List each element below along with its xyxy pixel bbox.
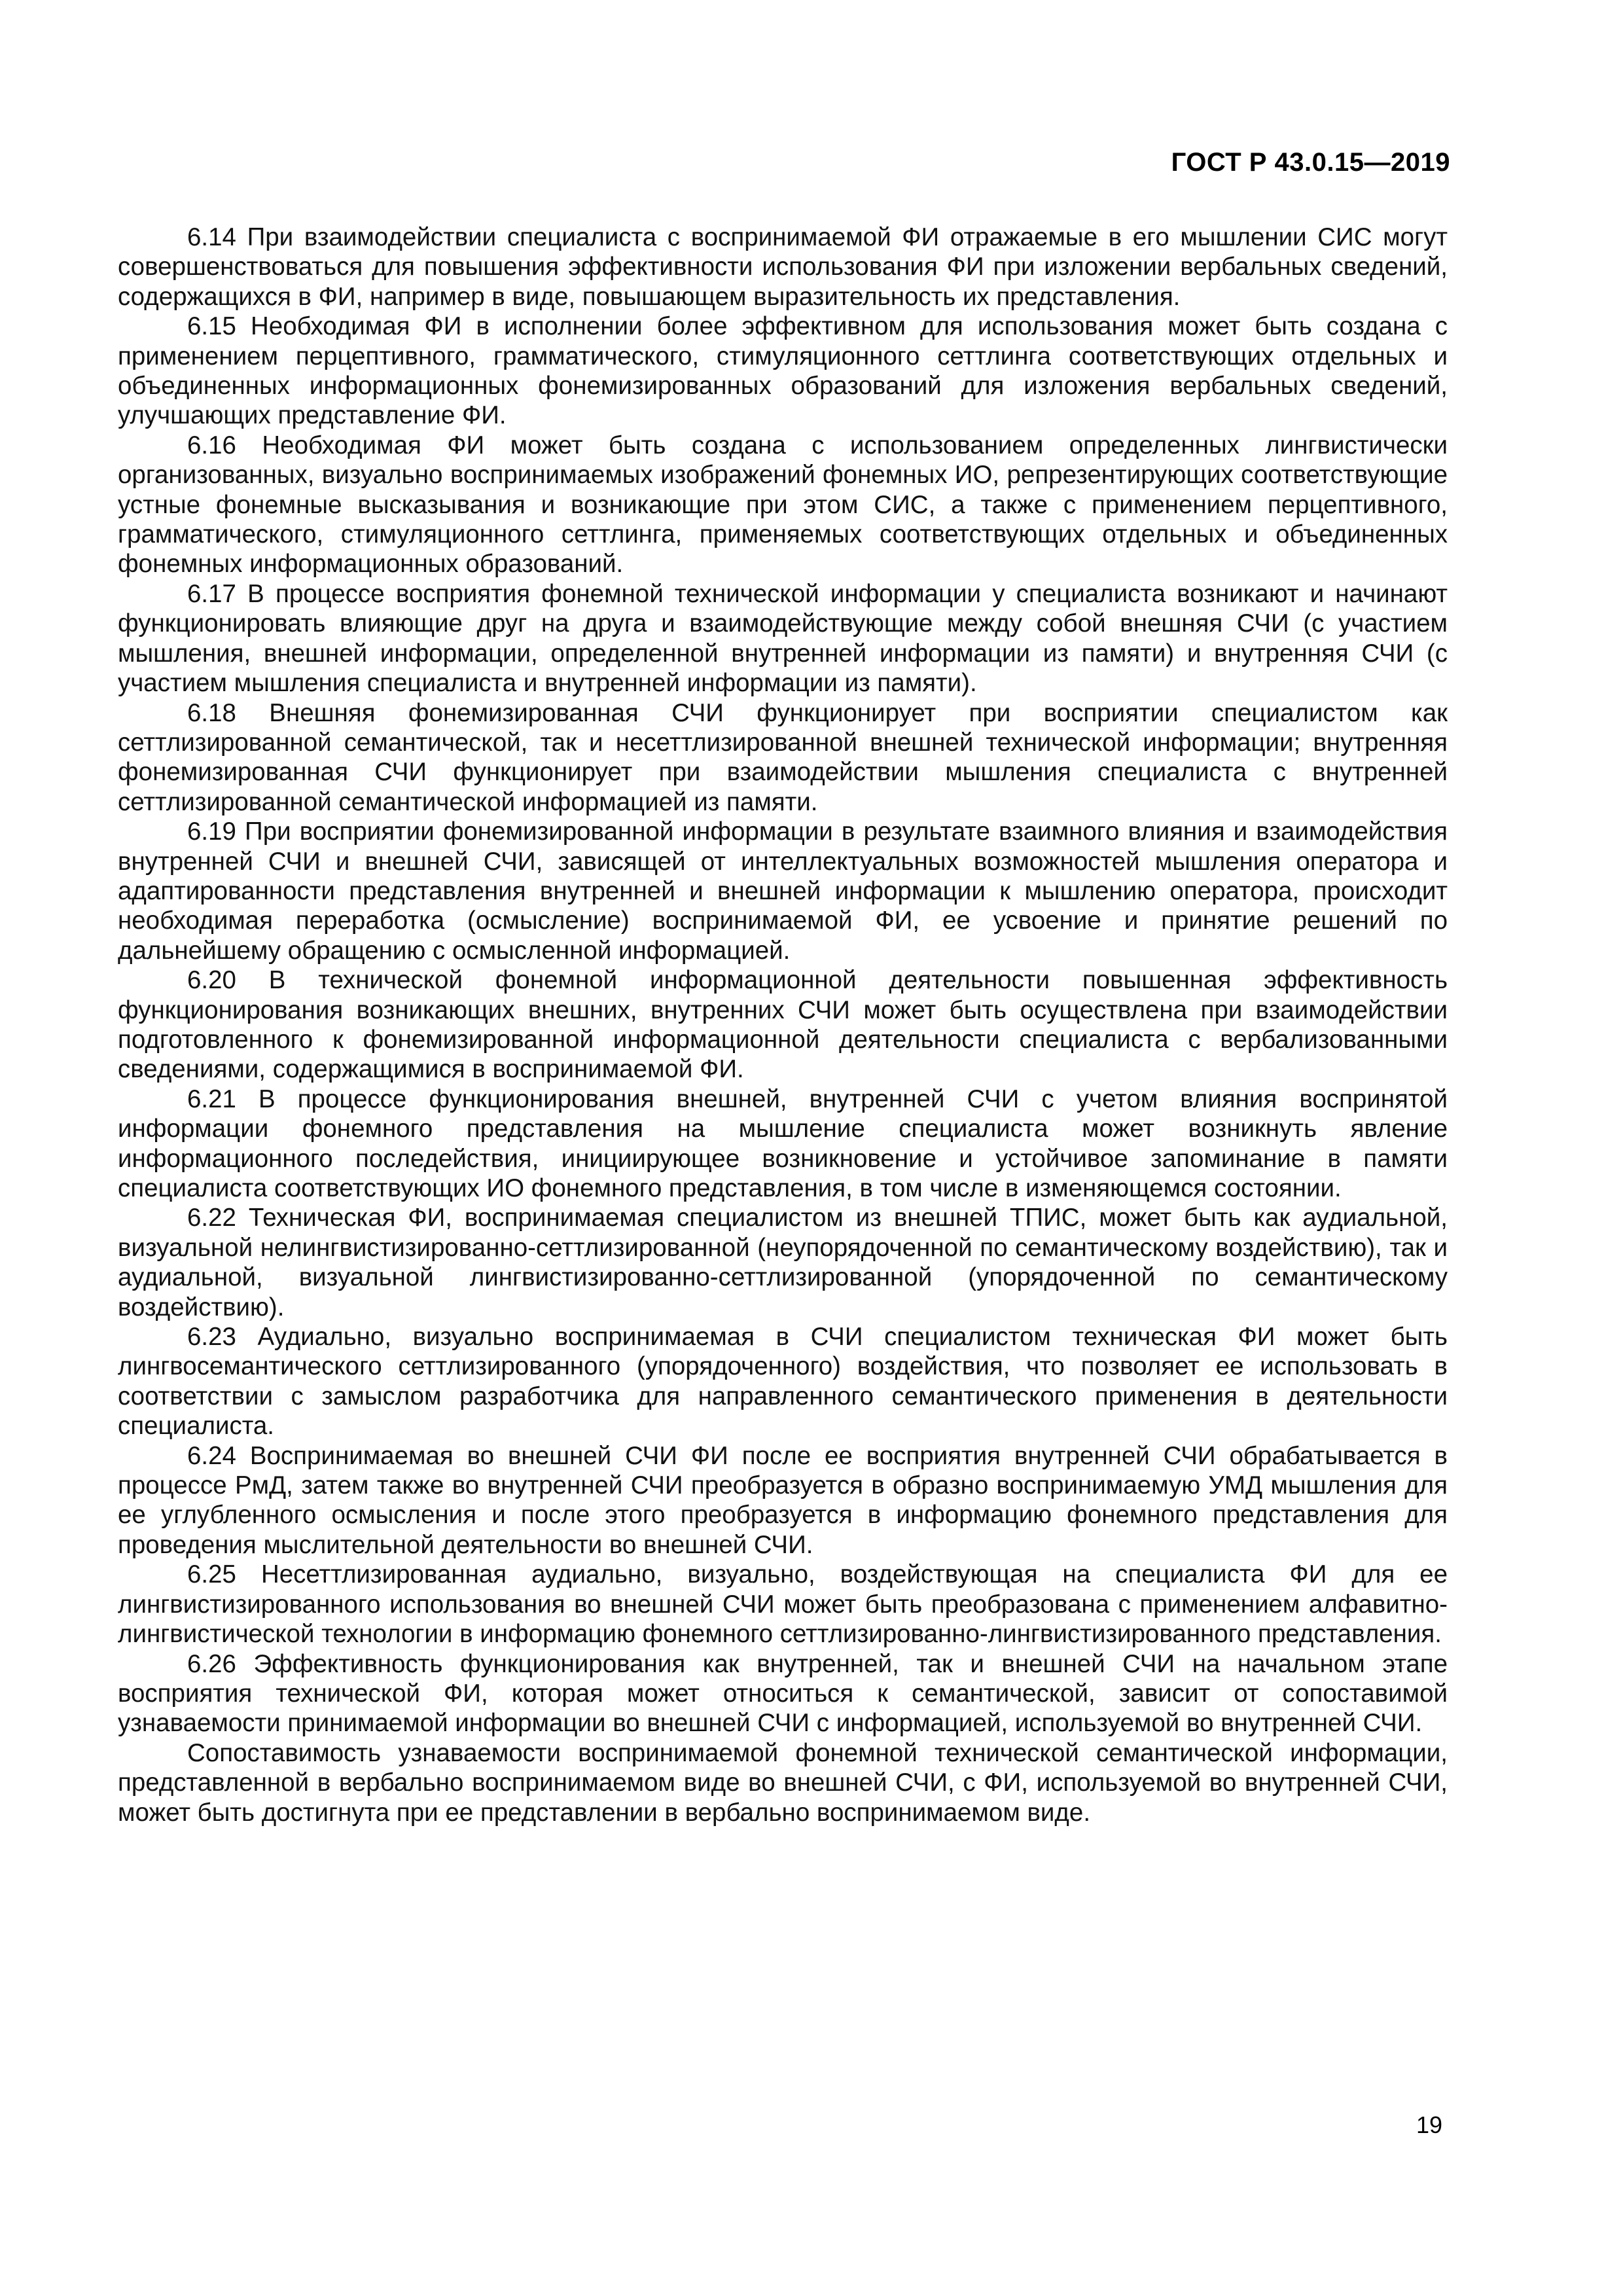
paragraph-6-15: 6.15 Необходимая ФИ в исполнении более эффективном для использования может быть создана с применением перцептивного, грамматического, стимуляционного сеттлинга соответствующих отдельных и объединенных информационных фонемизированных образований для изложения вербальных сведений, улучшающих представление ФИ. [118,312,1448,430]
paragraph-6-20: 6.20 В технической фонемной информационной деятельности повышенная эффективность функционирования возникающих внешних, внутренних СЧИ может быть осуществлена при взаимодействии подготовленного к фонемизированной информационной деятельности специалиста с вербализованными сведениями, содержащимися в воспринимаемой ФИ. [118,966,1448,1084]
paragraph-6-16: 6.16 Необходимая ФИ может быть создана с использованием определенных лингвистически организованных, визуально воспринимаемых изображений фонемных ИО, репрезентирующих соответствующие устные фонемные высказывания и возникающие при этом СИС, а также с применением перцептивного, грамматического, стимуляционного сеттлинга, применяемых соответствующих отдельных и объединенных фонемных информационных образований. [118,431,1448,579]
paragraph-6-17: 6.17 В процессе восприятия фонемной технической информации у специалиста возникают и начинают функционировать влияющие друг на друга и взаимодействующие между собой внешняя СЧИ (с участием мышления, внешней информации, определенной внутренней информации из памяти) и внутренняя СЧИ (с участием мышления специалиста и внутренней информации из памяти). [118,579,1448,698]
paragraph-6-19: 6.19 При восприятии фонемизированной информации в результате взаимного влияния и взаимодействия внутренней СЧИ и внешней СЧИ, зависящей от интеллектуальных возможностей мышления оператора и адаптированности представления внутренней и внешней информации к мышлению оператора, происходит необходимая переработка (осмысление) воспринимаемой ФИ, ее усвоение и принятие решений по дальнейшему обращению с осмысленной информацией. [118,817,1448,965]
paragraph-6-23: 6.23 Аудиально, визуально воспринимаемая в СЧИ специалистом техническая ФИ может быть лингвосемантического сеттлизированного (упорядоченного) воздействия, что позволяет ее использовать в соответствии с замыслом разработчика для направленного семантического применения в деятельности специалиста. [118,1323,1448,1441]
paragraph-6-22: 6.22 Техническая ФИ, воспринимаемая специалистом из внешней ТПИС, может быть как аудиальной, визуальной нелингвистизированно-сеттлизированной (неупорядоченной по семантическому воздействию), так и аудиальной, визуальной лингвистизированно-сеттлизированной (упорядоченной по семантическому воздействию). [118,1204,1448,1321]
page-number: 19 [1416,2111,1442,2138]
paragraph-6-26: 6.26 Эффективность функционирования как внутренней, так и внешней СЧИ на начальном этапе восприятия технической ФИ, которая может относиться к семантической, зависит от сопоставимой узнаваемости принимаемой информации во внешней СЧИ с информацией, используемой во внутренней СЧИ. [118,1649,1448,1738]
paragraph-6-25: 6.25 Несеттлизированная аудиально, визуально, воздействующая на специалиста ФИ для ее лингвистизированного использования во внешней СЧИ может быть преобразована с применением алфавитно-лингвистической технологии в информацию фонемного сеттлизированно-лингвистизированного представления. [118,1560,1448,1649]
paragraph-6-14: 6.14 При взаимодействии специалиста с воспринимаемой ФИ отражаемые в его мышлении СИС могут совершенствоваться для повышения эффективности использования ФИ при изложении вербальных сведений, содержащихся в ФИ, например в виде, повышающем выразительность их представления. [118,223,1448,311]
paragraph-6-24: 6.24 Воспринимаемая во внешней СЧИ ФИ после ее восприятия внутренней СЧИ обрабатывается в процессе РмД, затем также во внутренней СЧИ преобразуется в образно воспринимаемую УМД мышления для ее углубленного осмысления и после этого преобразуется в информацию фонемного представления для проведения мыслительной деятельности во внешней СЧИ. [118,1441,1448,1559]
paragraph-6-18: 6.18 Внешняя фонемизированная СЧИ функционирует при восприятии специалистом как сеттлизированной семантической, так и несеттлизированной внешней технической информации; внутренняя фонемизированная СЧИ функционирует при взаимодействии мышления специалиста с внутренней сеттлизированной семантической информацией из памяти. [118,698,1448,816]
body-text [118,223,1448,1827]
document-header-id: ГОСТ Р 43.0.15—2019 [1171,148,1450,177]
paragraph-comparability: Сопоставимость узнаваемости воспринимаемой фонемной технической семантической информации, представленной в вербально воспринимаемом виде во внешней СЧИ, с ФИ, используемой во внутренней СЧИ, может быть достигнута при ее представлении в вербально воспринимаемом виде. [118,1738,1448,1827]
paragraph-6-21: 6.21 В процессе функционирования внешней, внутренней СЧИ с учетом влияния воспринятой информации фонемного представления на мышление специалиста может возникнуть явление информационного последействия, инициирующее возникновение и устойчивое запоминание в памяти специалиста соответствующих ИО фонемного представления, в том числе в изменяющемся состоянии. [118,1085,1448,1202]
